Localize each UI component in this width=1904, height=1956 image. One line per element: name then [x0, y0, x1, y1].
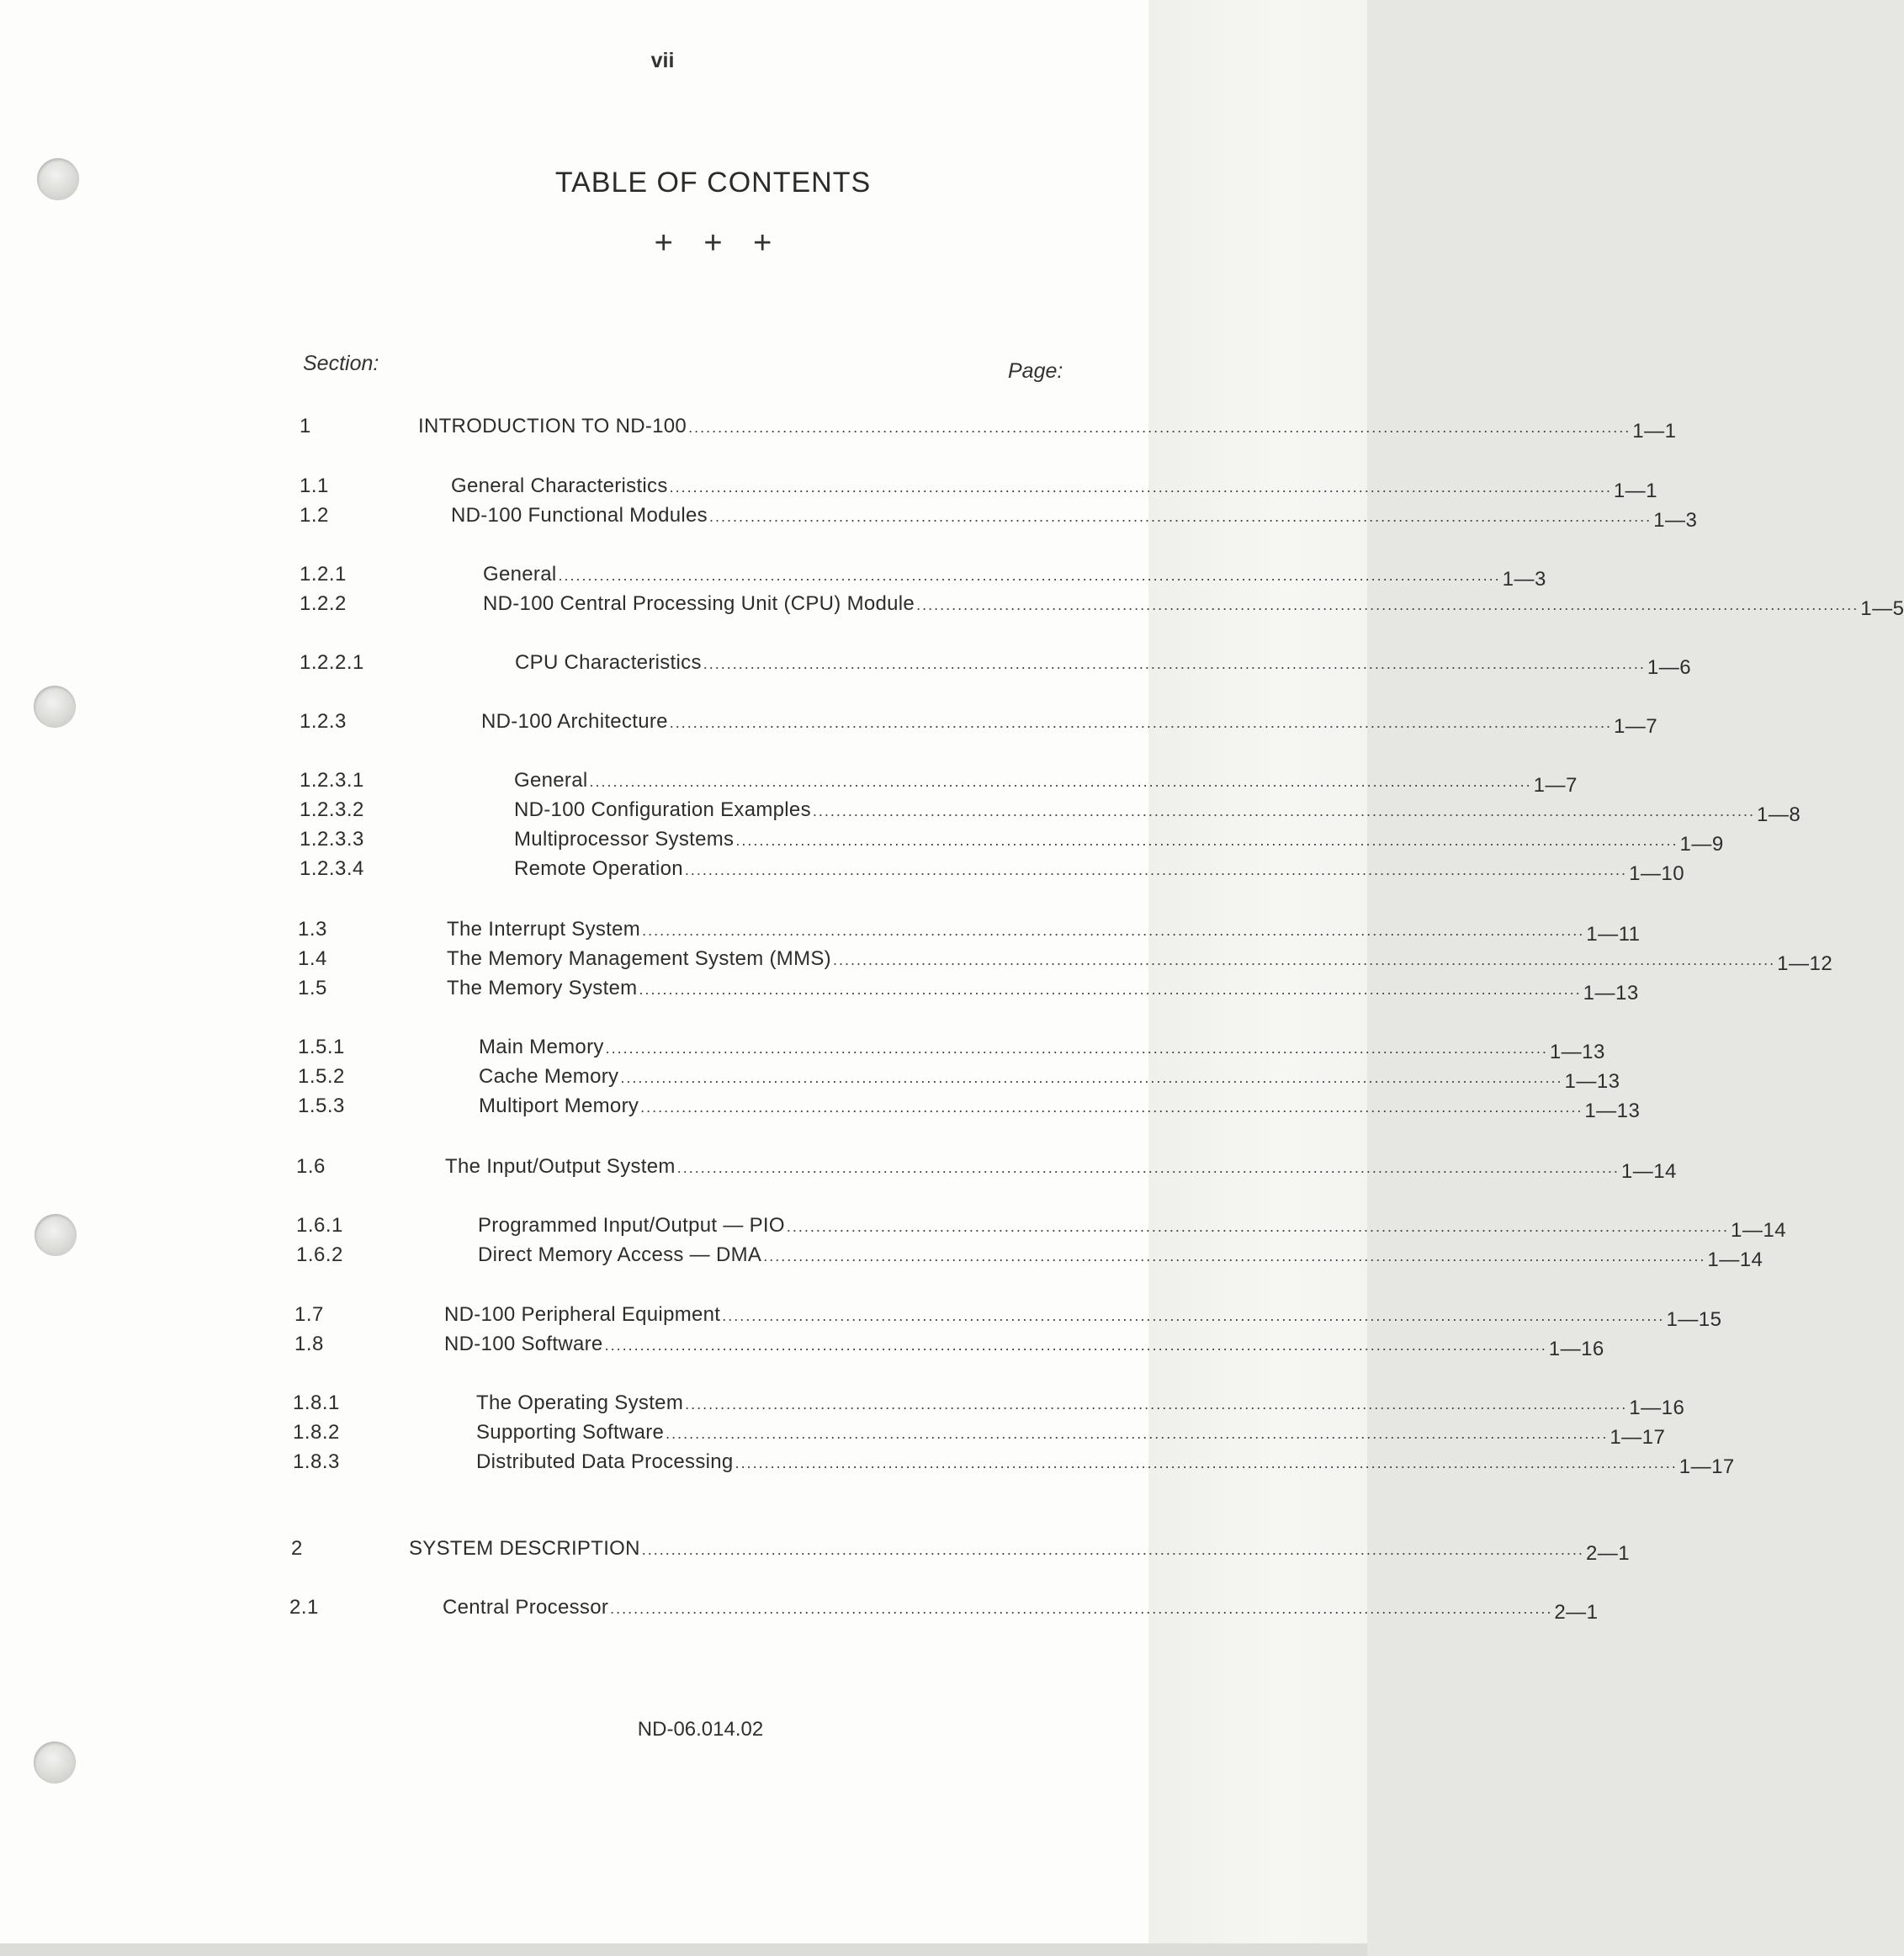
- toc-entry: [418, 412, 1677, 443]
- toc-entry-title: SYSTEM DESCRIPTION: [409, 1537, 640, 1560]
- toc-section-number: 1.2.2: [300, 592, 347, 615]
- toc-section-number: 1.8.3: [293, 1450, 340, 1473]
- toc-entry-title: The Memory Management System (MMS): [447, 947, 831, 970]
- toc-entry: [479, 1092, 1641, 1122]
- toc-page-number: 1—7: [1533, 774, 1578, 797]
- toc-entry-title: Central Processor: [443, 1596, 609, 1619]
- toc-page-number: 2—1: [1554, 1601, 1599, 1624]
- toc-entry: [445, 1153, 1677, 1183]
- toc-entry: [476, 1418, 1666, 1449]
- toc-entry-title: The Input/Output System: [445, 1155, 676, 1178]
- toc-entry-row: [0, 825, 1724, 856]
- toc-entry: [479, 1063, 1620, 1093]
- toc-entry: [514, 796, 1801, 826]
- toc-section-number: 1.2: [300, 504, 329, 527]
- toc-entry-row: [0, 1241, 1763, 1271]
- toc-page-number: 1—14: [1620, 1160, 1677, 1183]
- dot-leader: ................................................................................................................................................................: [620, 1069, 1563, 1086]
- toc-entry-title: Cache Memory: [479, 1065, 619, 1088]
- toc-page-number: 1—13: [1549, 1041, 1605, 1063]
- dot-leader: ................................................................................................................................................................: [604, 1337, 1547, 1354]
- toc-page-number: 1—12: [1777, 952, 1833, 975]
- toc-entry-row: [0, 649, 1692, 679]
- toc-section-number: 1.2.3.2: [300, 798, 364, 821]
- dot-leader: ................................................................................................................................................................: [703, 655, 1646, 672]
- toc-entry-row: [0, 1593, 1599, 1624]
- dot-leader: ................................................................................................................................................................: [666, 1425, 1609, 1442]
- toc-entry: [514, 855, 1685, 885]
- dot-leader: ................................................................................................................................................................: [642, 922, 1585, 939]
- toc-entry-row: [0, 1033, 1605, 1063]
- dot-leader: ................................................................................................................................................................: [735, 832, 1679, 849]
- toc-section-number: 1.2.3.3: [300, 828, 364, 851]
- page-bottom-edge: [0, 1943, 1367, 1956]
- dot-leader: ................................................................................................................................................................: [669, 479, 1612, 496]
- toc-entry-row: [0, 1211, 1787, 1242]
- toc-page-number: 1—13: [1564, 1070, 1620, 1093]
- toc-section-number: 1: [300, 415, 311, 437]
- dot-leader: ................................................................................................................................................................: [786, 1218, 1730, 1235]
- toc-section-number: 1.5.2: [298, 1065, 345, 1088]
- toc-page-number: 1—6: [1647, 656, 1692, 679]
- toc-section-number: 1.6.2: [296, 1243, 343, 1266]
- toc-entry-row: [0, 590, 1904, 620]
- toc-section-number: 2: [291, 1537, 303, 1560]
- toc-entry: [409, 1535, 1631, 1565]
- toc-entry-row: [0, 1301, 1722, 1331]
- toc-section-number: 1.2.1: [300, 563, 347, 586]
- toc-section-number: 1.4: [298, 947, 327, 970]
- dot-leader: ................................................................................................................................................................: [641, 1541, 1584, 1558]
- dot-leader: ................................................................................................................................................................: [558, 567, 1501, 584]
- toc-entry-row: [0, 945, 1833, 975]
- toc-entry: [481, 708, 1658, 738]
- toc-entry-row: [0, 1389, 1685, 1419]
- toc-entry: [478, 1241, 1763, 1271]
- toc-entry: [444, 1301, 1722, 1331]
- toc-entry-title: ND-100 Central Processing Unit (CPU) Module: [483, 592, 915, 615]
- toc-page-number: 1—10: [1629, 862, 1685, 885]
- toc-entry-title: Direct Memory Access — DMA: [478, 1243, 762, 1266]
- toc-section-number: 1.8: [294, 1333, 324, 1355]
- toc-entry-row: [0, 412, 1677, 443]
- toc-entry: [483, 560, 1546, 591]
- toc-section-number: 1.2.3: [300, 710, 347, 733]
- toc-entry-title: The Interrupt System: [447, 918, 641, 941]
- toc-entry-title: Distributed Data Processing: [476, 1450, 734, 1473]
- toc-entry-title: The Operating System: [476, 1391, 684, 1414]
- toc-entry-row: [0, 501, 1698, 532]
- toc-page-number: 1—9: [1679, 833, 1724, 856]
- toc-entry-row: [0, 1535, 1631, 1565]
- toc-entry-title: Supporting Software: [476, 1421, 665, 1444]
- dot-leader: ................................................................................................................................................................: [685, 1396, 1628, 1413]
- toc-entry-title: General: [514, 769, 588, 792]
- dot-leader: ................................................................................................................................................................: [640, 1099, 1583, 1116]
- document-code: ND-06.014.02: [637, 1718, 764, 1741]
- toc-page-number: 1—3: [1502, 568, 1546, 591]
- toc-entry-title: Multiport Memory: [479, 1095, 639, 1117]
- toc-entry: [447, 915, 1641, 946]
- dot-leader: ................................................................................................................................................................: [605, 1040, 1548, 1057]
- toc-section-number: 1.8.1: [293, 1391, 340, 1414]
- dot-leader: ................................................................................................................................................................: [676, 1159, 1620, 1176]
- toc-entry-row: [0, 974, 1639, 1005]
- toc-page-number: 1—17: [1679, 1455, 1735, 1478]
- toc-section-number: 1.3: [298, 918, 327, 941]
- toc-page-number: 1—14: [1731, 1219, 1787, 1242]
- toc-entry: [444, 1330, 1604, 1360]
- toc-entry-row: [0, 708, 1658, 738]
- toc-entry: [476, 1389, 1685, 1419]
- toc-section-number: 1.5.1: [298, 1036, 345, 1058]
- toc-page-number: 1—7: [1613, 715, 1658, 738]
- toc-section-number: 1.2.3.4: [300, 857, 364, 880]
- toc-entry-title: ND-100 Configuration Examples: [514, 798, 811, 821]
- toc-section-number: 1.6: [296, 1155, 326, 1178]
- toc-entry-row: [0, 1153, 1677, 1183]
- dot-leader: ................................................................................................................................................................: [639, 981, 1582, 998]
- toc-entry: [515, 649, 1692, 679]
- toc-entry-row: [0, 855, 1685, 885]
- toc-section-number: 1.5: [298, 977, 327, 999]
- toc-section-number: 1.1: [300, 474, 329, 497]
- toc-entry-row: [0, 1063, 1620, 1093]
- toc-entry: [476, 1448, 1735, 1478]
- toc-page-number: 2—1: [1585, 1542, 1631, 1565]
- dot-leader: ................................................................................................................................................................: [832, 951, 1776, 968]
- toc-section-number: 1.7: [294, 1303, 324, 1326]
- toc-entry: [514, 825, 1724, 856]
- toc-entry-title: CPU Characteristics: [515, 651, 702, 674]
- toc-entry-row: [0, 560, 1546, 591]
- title-ornament: + + +: [654, 225, 772, 261]
- toc-entry: [478, 1211, 1787, 1242]
- toc-entry-title: General: [483, 563, 557, 586]
- toc-page-number: 1—15: [1666, 1308, 1722, 1331]
- toc-entry-row: [0, 1330, 1604, 1360]
- dot-leader: ................................................................................................................................................................: [722, 1307, 1665, 1324]
- toc-page-number: 1—3: [1653, 509, 1698, 532]
- toc-page-number: 1—16: [1629, 1397, 1685, 1419]
- binder-hole-icon: [34, 1741, 76, 1784]
- dot-leader: ................................................................................................................................................................: [763, 1248, 1706, 1264]
- toc-entry-row: [0, 796, 1801, 826]
- toc-section-number: 1.6.1: [296, 1214, 343, 1237]
- dot-leader: ................................................................................................................................................................: [669, 714, 1612, 731]
- dot-leader: ................................................................................................................................................................: [684, 861, 1628, 878]
- toc-page-number: 1—13: [1583, 982, 1639, 1005]
- toc-section-number: 2.1: [289, 1596, 319, 1619]
- toc-section-number: 1.2.3.1: [300, 769, 364, 792]
- toc-page-number: 1—5: [1860, 597, 1904, 620]
- toc-entry-row: [0, 766, 1578, 797]
- toc-page-number: 1—1: [1613, 480, 1658, 502]
- toc-entry: [443, 1593, 1599, 1624]
- toc-entry: [479, 1033, 1605, 1063]
- toc-entry-row: [0, 472, 1658, 502]
- toc-page-number: 1—1: [1632, 420, 1677, 443]
- section-column-header: Section:: [303, 352, 379, 375]
- toc-entry-title: ND-100 Architecture: [481, 710, 668, 733]
- toc-entry-title: ND-100 Peripheral Equipment: [444, 1303, 721, 1326]
- toc-section-number: 1.5.3: [298, 1095, 345, 1117]
- dot-leader: ................................................................................................................................................................: [688, 419, 1631, 436]
- toc-entry: [451, 501, 1698, 532]
- toc-page-number: 1—8: [1757, 803, 1801, 826]
- page-number: vii: [650, 49, 675, 72]
- toc-section-number: 1.8.2: [293, 1421, 340, 1444]
- toc-entry-title: Remote Operation: [514, 857, 683, 880]
- page-column-header: Page:: [1008, 359, 1063, 383]
- toc-entry: [451, 472, 1658, 502]
- toc-page-number: 1—11: [1586, 923, 1641, 946]
- toc-entry: [447, 974, 1639, 1005]
- toc-entry-title: Programmed Input/Output — PIO: [478, 1214, 785, 1237]
- toc-page-number: 1—14: [1707, 1248, 1763, 1271]
- page-title: TABLE OF CONTENTS: [554, 167, 872, 199]
- toc-entry: [514, 766, 1578, 797]
- toc-entry: [447, 945, 1833, 975]
- toc-entry-title: ND-100 Software: [444, 1333, 603, 1355]
- toc-page-number: 1—17: [1610, 1426, 1666, 1449]
- toc-entry-title: INTRODUCTION TO ND-100: [418, 415, 687, 437]
- toc-section-number: 1.2.2.1: [300, 651, 364, 674]
- toc-entry-row: [0, 1448, 1735, 1478]
- dot-leader: ................................................................................................................................................................: [708, 508, 1652, 525]
- dot-leader: ................................................................................................................................................................: [916, 596, 1859, 613]
- dot-leader: ................................................................................................................................................................: [610, 1600, 1553, 1617]
- dot-leader: ................................................................................................................................................................: [589, 773, 1532, 790]
- toc-entry-row: [0, 915, 1641, 946]
- toc-entry-title: Multiprocessor Systems: [514, 828, 735, 851]
- toc-entry-row: [0, 1418, 1666, 1449]
- toc-page-number: 1—16: [1548, 1338, 1604, 1360]
- toc-entry-title: The Memory System: [447, 977, 638, 999]
- toc-entry: [483, 590, 1904, 620]
- toc-entry-title: ND-100 Functional Modules: [451, 504, 708, 527]
- dot-leader: ................................................................................................................................................................: [812, 803, 1756, 819]
- toc-page-number: 1—13: [1584, 1100, 1641, 1122]
- toc-entry-title: General Characteristics: [451, 474, 668, 497]
- toc-entry-row: [0, 1092, 1641, 1122]
- toc-entry-title: Main Memory: [479, 1036, 604, 1058]
- dot-leader: ................................................................................................................................................................: [735, 1455, 1678, 1471]
